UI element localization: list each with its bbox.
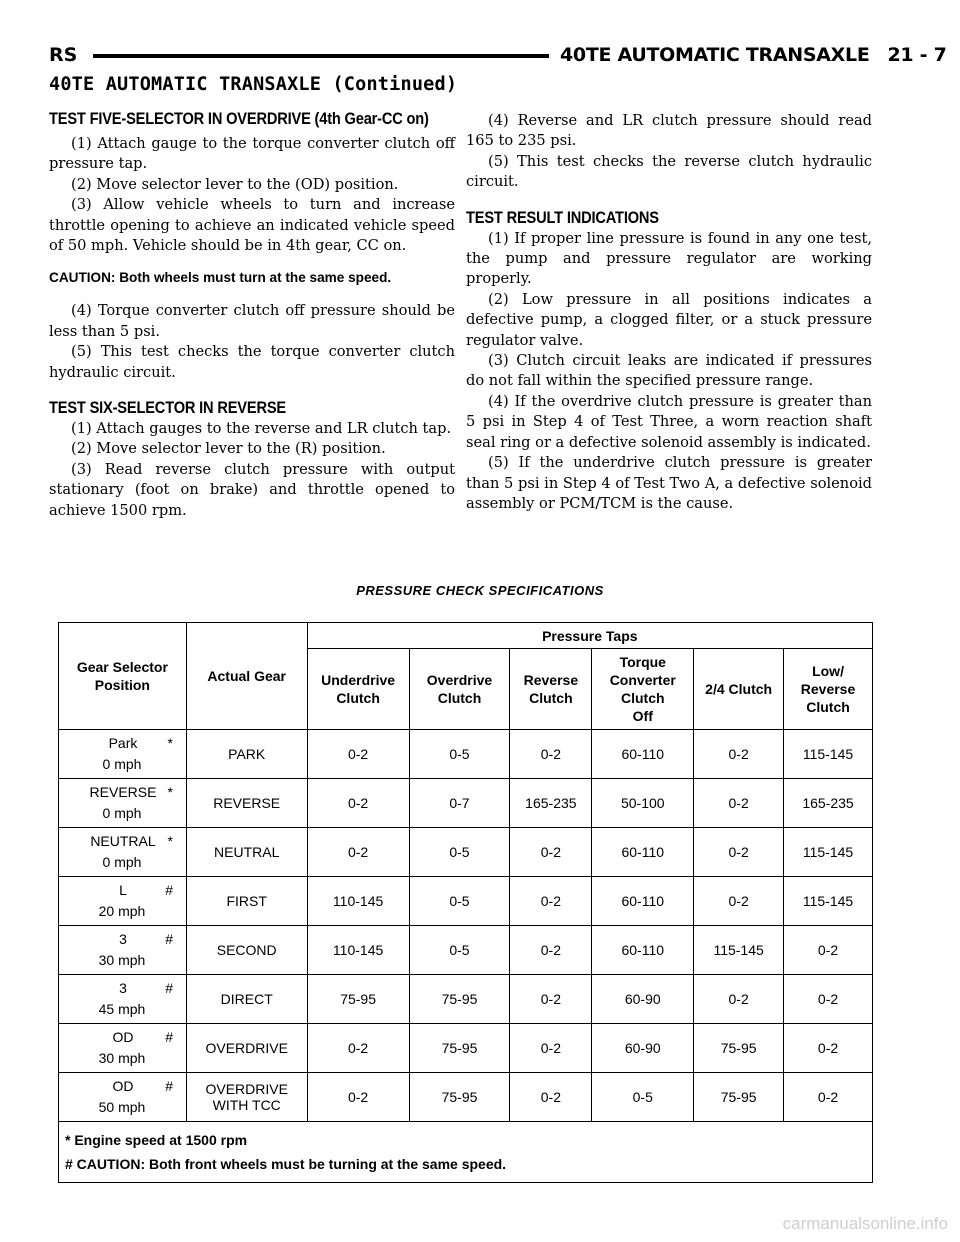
col-header-overdrive: Overdrive Clutch: [409, 649, 510, 730]
low-reverse-header-line: Clutch: [806, 699, 850, 715]
table-title: PRESSURE CHECK SPECIFICATIONS: [356, 583, 604, 598]
clutch-2-4-cell: 75-95: [694, 1073, 784, 1122]
actual-gear-cell: [186, 1073, 307, 1122]
tcc-header-line: Converter: [609, 672, 676, 688]
table-row: [59, 730, 873, 779]
col-header-2-4-clutch: 2/4 Clutch: [694, 649, 784, 730]
result-3: (3) Clutch circuit leaks are indicated if pressures do not fall within the specified pressure range.: [466, 352, 872, 390]
footnote-symbol: #: [165, 931, 173, 947]
table-row: [59, 828, 873, 877]
clutch-2-4-cell: 0-2: [694, 730, 784, 779]
col-header-reverse: Reverse Clutch: [510, 649, 592, 730]
gear-selector-cell: [59, 1073, 187, 1122]
test-five-step-5: (5) This test checks the torque converter clutch hydraulic circuit.: [49, 343, 455, 381]
underdrive-cell: 110-145: [307, 877, 409, 926]
footnote-engine-speed: * Engine speed at 1500 rpm: [65, 1132, 248, 1148]
overdrive-cell: 0-5: [409, 877, 510, 926]
tcc-off-cell: 0-5: [592, 1073, 694, 1122]
result-4: (4) If the overdrive clutch pressure is greater than 5 psi in Step 4 of Test Three, a worn reaction shaft seal ring or a defective solenoid assembly is indicated.: [466, 392, 872, 451]
reverse-cell: 0-2: [510, 1024, 592, 1073]
reverse-cell: 0-2: [510, 730, 592, 779]
footnote-symbol: #: [165, 882, 173, 898]
underdrive-cell: 110-145: [307, 926, 409, 975]
test-six-step-5: (5) This test checks the reverse clutch hydraulic circuit.: [466, 152, 872, 191]
underdrive-cell: 0-2: [307, 730, 409, 779]
tcc-header-line: Clutch: [620, 690, 665, 706]
actual-gear-line: WITH TCC: [212, 1097, 281, 1113]
clutch-2-4-cell: 75-95: [694, 1024, 784, 1073]
vehicle-speed: 45 mph: [98, 1001, 146, 1017]
left-column: [49, 108, 455, 521]
clutch-2-4-cell: 0-2: [694, 975, 784, 1024]
footnote-symbol: *: [167, 735, 173, 751]
overdrive-cell: 75-95: [409, 1073, 510, 1122]
low-reverse-header-line: Reverse: [800, 681, 856, 697]
low-reverse-header-line: Low/: [812, 663, 844, 679]
vehicle-speed: 30 mph: [98, 952, 146, 968]
overdrive-cell: 0-5: [409, 730, 510, 779]
tcc-off-cell: 50-100: [592, 779, 694, 828]
vehicle-speed: 30 mph: [98, 1050, 146, 1066]
reverse-cell: 0-2: [510, 926, 592, 975]
section-title: 40TE AUTOMATIC TRANSAXLE (Continued): [49, 74, 458, 95]
actual-gear-cell: NEUTRAL: [186, 828, 307, 877]
clutch-2-4-cell: 0-2: [694, 877, 784, 926]
underdrive-cell: 0-2: [307, 828, 409, 877]
gear-position: L: [119, 882, 127, 898]
gear-position: 3: [119, 931, 127, 947]
reverse-cell: 0-2: [510, 1073, 592, 1122]
footnote-symbol: #: [165, 1078, 173, 1094]
col-header-gear-selector: Gear Selector Position: [59, 623, 187, 730]
underdrive-cell: 0-2: [307, 1073, 409, 1122]
gear-position: OD: [112, 1078, 134, 1094]
test-results-heading: TEST RESULT INDICATIONS: [466, 207, 659, 227]
clutch-2-4-cell: 0-2: [694, 828, 784, 877]
gear-selector-cell: [59, 828, 187, 877]
test-five-heading: TEST FIVE-SELECTOR IN OVERDRIVE (4th Gear-CC on): [49, 109, 429, 128]
col-header-underdrive: Underdrive Clutch: [307, 649, 409, 730]
clutch-2-4-cell: 115-145: [694, 926, 784, 975]
vehicle-speed: 50 mph: [98, 1099, 146, 1115]
gear-selector-cell: [59, 877, 187, 926]
col-header-actual-gear: Actual Gear: [186, 623, 307, 730]
underdrive-cell: 0-2: [307, 779, 409, 828]
vehicle-speed: 0 mph: [102, 756, 142, 772]
actual-gear-cell: FIRST: [186, 877, 307, 926]
footnote-symbol: #: [165, 980, 173, 996]
page-number: 21 - 7: [887, 44, 947, 66]
header-rule: [93, 54, 549, 58]
footnote-caution: # CAUTION: Both front wheels must be turning at the same speed.: [65, 1156, 507, 1172]
table-row: [59, 975, 873, 1024]
underdrive-cell: 0-2: [307, 1024, 409, 1073]
low-reverse-cell: 115-145: [784, 877, 873, 926]
table-row: [59, 779, 873, 828]
actual-gear-cell: SECOND: [186, 926, 307, 975]
result-5: (5) If the underdrive clutch pressure is greater than 5 psi in Step 4 of Test Two A, a defective solenoid assembly or PCM/TCM is the cause.: [466, 454, 872, 512]
reverse-cell: 0-2: [510, 828, 592, 877]
col-header-low-reverse: [784, 649, 873, 730]
overdrive-cell: 0-5: [409, 926, 510, 975]
tcc-off-cell: 60-110: [592, 828, 694, 877]
actual-gear-cell: DIRECT: [186, 975, 307, 1024]
low-reverse-cell: 0-2: [784, 975, 873, 1024]
low-reverse-cell: 115-145: [784, 730, 873, 779]
test-six-step-2: (2) Move selector lever to the (R) position.: [71, 440, 386, 458]
footnote-symbol: *: [167, 833, 173, 849]
vehicle-speed: 0 mph: [102, 854, 142, 870]
overdrive-cell: 75-95: [409, 975, 510, 1024]
tcc-off-cell: 60-110: [592, 877, 694, 926]
footnote-symbol: *: [167, 784, 173, 800]
test-five-step-1: (1) Attach gauge to the torque converter clutch off pressure tap.: [49, 135, 455, 173]
table-row: [59, 877, 873, 926]
tcc-off-cell: 60-90: [592, 1024, 694, 1073]
overdrive-cell: 0-7: [409, 779, 510, 828]
low-reverse-cell: 165-235: [784, 779, 873, 828]
vehicle-speed: 0 mph: [102, 805, 142, 821]
pressure-check-table: [58, 622, 873, 1183]
table-row: [59, 1073, 873, 1122]
result-2: (2) Low pressure in all positions indicates a defective pump, a clogged filter, or a stuck pressure regulator valve.: [466, 290, 872, 349]
caution-note: CAUTION: Both wheels must turn at the same speed.: [49, 270, 392, 286]
table-footnotes: [59, 1122, 873, 1183]
test-six-step-3: (3) Read reverse clutch pressure with output stationary (foot on brake) and throttle opened to achieve 1500 rpm.: [49, 460, 455, 519]
gear-position: 3: [119, 980, 127, 996]
col-group-pressure-taps: Pressure Taps: [307, 623, 872, 649]
tcc-off-cell: 60-110: [592, 730, 694, 779]
test-five-step-3: (3) Allow vehicle wheels to turn and increase throttle opening to achieve an indicated vehicle speed of 50 mph. Vehicle should be in 4th gear, CC on.: [49, 196, 455, 255]
actual-gear-cell: PARK: [186, 730, 307, 779]
watermark: carmanualsonline.info: [782, 1214, 948, 1233]
test-six-step-4: (4) Reverse and LR clutch pressure should read 165 to 235 psi.: [466, 112, 872, 150]
overdrive-cell: 0-5: [409, 828, 510, 877]
header-chapter-title: 40TE AUTOMATIC TRANSAXLE: [560, 44, 870, 66]
table-row: [59, 1024, 873, 1073]
reverse-cell: 165-235: [510, 779, 592, 828]
tcc-off-cell: 60-90: [592, 975, 694, 1024]
gear-position: NEUTRAL: [90, 833, 156, 849]
gear-position: REVERSE: [89, 784, 157, 800]
gear-position: Park: [108, 735, 138, 751]
gear-selector-cell: [59, 975, 187, 1024]
gear-selector-cell: [59, 1024, 187, 1073]
low-reverse-cell: 0-2: [784, 926, 873, 975]
low-reverse-cell: 0-2: [784, 1024, 873, 1073]
underdrive-cell: 75-95: [307, 975, 409, 1024]
col-header-tcc-off: [592, 649, 694, 730]
gear-selector-cell: [59, 779, 187, 828]
low-reverse-cell: 0-2: [784, 1073, 873, 1122]
gear-position: OD: [112, 1029, 134, 1045]
footnote-symbol: #: [165, 1029, 173, 1045]
gear-selector-cell: [59, 730, 187, 779]
test-five-step-2: (2) Move selector lever to the (OD) position.: [71, 175, 399, 193]
tcc-header-line: Torque: [619, 654, 666, 670]
test-five-step-4: (4) Torque converter clutch off pressure should be less than 5 psi.: [49, 302, 455, 340]
clutch-2-4-cell: 0-2: [694, 779, 784, 828]
reverse-cell: 0-2: [510, 877, 592, 926]
table-row: [59, 926, 873, 975]
right-column: [466, 111, 872, 514]
actual-gear-cell: REVERSE: [186, 779, 307, 828]
vehicle-speed: 20 mph: [98, 903, 146, 919]
overdrive-cell: 75-95: [409, 1024, 510, 1073]
tcc-off-cell: 60-110: [592, 926, 694, 975]
actual-gear-line: OVERDRIVE: [205, 1081, 288, 1097]
actual-gear-cell: OVERDRIVE: [186, 1024, 307, 1073]
reverse-cell: 0-2: [510, 975, 592, 1024]
low-reverse-cell: 115-145: [784, 828, 873, 877]
header-section-code: RS: [49, 44, 78, 66]
tcc-header-line: Off: [632, 708, 653, 724]
test-six-heading: TEST SIX-SELECTOR IN REVERSE: [49, 398, 287, 418]
test-six-step-1: (1) Attach gauges to the reverse and LR clutch tap.: [71, 420, 452, 438]
result-1: (1) If proper line pressure is found in any one test, the pump and pressure regulator are working properly.: [466, 229, 872, 288]
gear-selector-cell: [59, 926, 187, 975]
header-title: [560, 44, 947, 66]
